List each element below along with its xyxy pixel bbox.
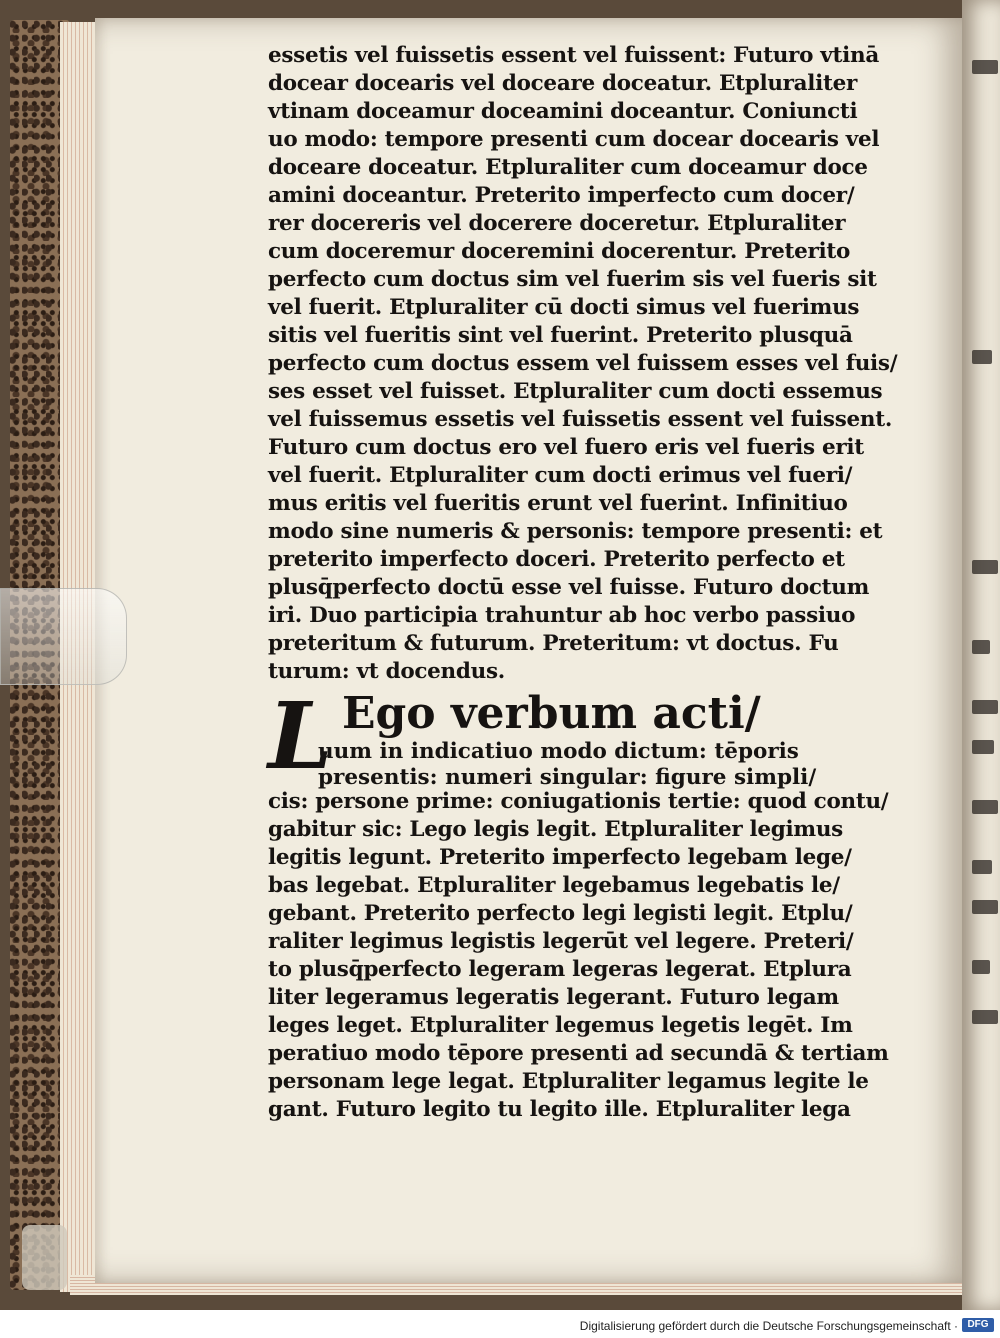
- text-line: sitis vel fueritis sint vel fuerint. Preterito plusquā: [268, 323, 853, 348]
- facing-text-fragment: [972, 350, 992, 364]
- text-line: docear docearis vel doceare doceatur. Etpluraliter: [268, 71, 858, 96]
- torn-spine: [22, 1225, 67, 1290]
- text-line: essetis vel fuissetis essent vel fuissent: Futuro vtinā: [268, 43, 879, 68]
- text-line: presentis: numeri singular: figure simpli/: [318, 765, 817, 790]
- text-line: preteritum & futurum. Preteritum: vt doctus. Fu: [268, 631, 839, 656]
- page-text: [268, 42, 898, 1124]
- footer-bar: [0, 1314, 1000, 1338]
- facing-text-fragment: [972, 560, 998, 574]
- text-line: vel fuerit. Etpluraliter cū docti simus vel fuerimus: [268, 295, 860, 320]
- text-line: uo modo: tempore presenti cum docear docearis vel: [268, 127, 880, 152]
- text-line: doceare doceatur. Etpluraliter cum doceamur doce: [268, 155, 868, 180]
- funding-credit: Digitalisierung gefördert durch die Deutsche Forschungsgemeinschaft ·: [579, 1319, 958, 1333]
- text-line: legitis legunt. Preterito imperfecto legebam lege/: [268, 845, 852, 870]
- text-line: preterito imperfecto doceri. Preterito perfecto et: [268, 547, 845, 572]
- text-line: personam lege legat. Etpluraliter legamus legite le: [268, 1069, 869, 1094]
- text-line: gant. Futuro legito tu legito ille. Etpluraliter lega: [268, 1097, 851, 1122]
- facing-text-fragment: [972, 960, 990, 974]
- text-line: vel fuerit. Etpluraliter cum docti erimus vel fueri/: [268, 463, 853, 488]
- facing-text-fragment: [972, 860, 992, 874]
- text-line: perfecto cum doctus sim vel fuerim sis vel fueris sit: [268, 267, 877, 292]
- text-line: amini doceantur. Preterito imperfecto cum docer/: [268, 183, 855, 208]
- dfg-logo: DFG: [962, 1318, 994, 1332]
- text-line: bas legebat. Etpluraliter legebamus legebatis le/: [268, 873, 840, 898]
- text-line: gebant. Preterito perfecto legi legisti legit. Etplu/: [268, 901, 853, 926]
- text-line: gabitur sic: Lego legis legit. Etpluraliter legimus: [268, 817, 843, 842]
- text-line: plusq̄perfecto doctū esse vel fuisse. Futuro doctum: [268, 575, 870, 600]
- text-line: vel fuissemus essetis vel fuissetis essent vel fuissent.: [268, 407, 893, 432]
- facing-text-fragment: [972, 740, 994, 754]
- text-line: rer docereris vel docerere doceretur. Etpluraliter: [268, 211, 846, 236]
- decorated-initial: L: [268, 682, 333, 790]
- facing-text-fragment: [972, 800, 998, 814]
- facing-text-fragment: [972, 900, 998, 914]
- text-line: Futuro cum doctus ero vel fuero eris vel fueris erit: [268, 435, 864, 460]
- text-line: ses esset vel fuisset. Etpluraliter cum docti essemus: [268, 379, 883, 404]
- facing-text-fragment: [972, 1010, 998, 1024]
- text-line: turum: vt docendus.: [268, 659, 505, 684]
- facing-text-fragment: [972, 640, 990, 654]
- text-line: cum doceremur doceremini docerentur. Preterito: [268, 239, 851, 264]
- text-line: iri. Duo participia trahuntur ab hoc verbo passiuo: [268, 603, 856, 628]
- text-line: mus eritis vel fueritis erunt vel fuerint. Infinitiuo: [268, 491, 848, 516]
- text-line: perfecto cum doctus essem vel fuissem esses vel fuis/: [268, 351, 898, 376]
- text-block-bottom: [268, 788, 889, 1124]
- text-line: cis: persone prime: coniugationis tertie: quod contu/: [268, 789, 889, 814]
- chapter-heading: Ego verbum acti/: [342, 688, 761, 739]
- text-line: vtinam doceamur doceamini doceantur. Coniuncti: [268, 99, 858, 124]
- glass-page-clip: [0, 588, 127, 685]
- facing-page-edge: [962, 0, 1000, 1310]
- text-line: raliter legimus legistis legerūt vel legere. Preteri/: [268, 929, 854, 954]
- text-line: leges leget. Etpluraliter legemus legetis legēt. Im: [268, 1013, 853, 1038]
- chapter-opening: [268, 682, 868, 790]
- text-line: uum in indicatiuo modo dictum: tēporis: [318, 739, 799, 764]
- text-line: modo sine numeris & personis: tempore presenti: et: [268, 519, 883, 544]
- facing-text-fragment: [972, 700, 998, 714]
- text-line: peratiuo modo tēpore presenti ad secundā & tertiam: [268, 1041, 889, 1066]
- text-line: liter legeramus legeratis legerant. Futuro legam: [268, 985, 839, 1010]
- text-line: to plusq̄perfecto legeram legeras legerat. Etplura: [268, 957, 852, 982]
- text-block-top: [268, 42, 898, 686]
- facing-text-fragment: [972, 60, 998, 74]
